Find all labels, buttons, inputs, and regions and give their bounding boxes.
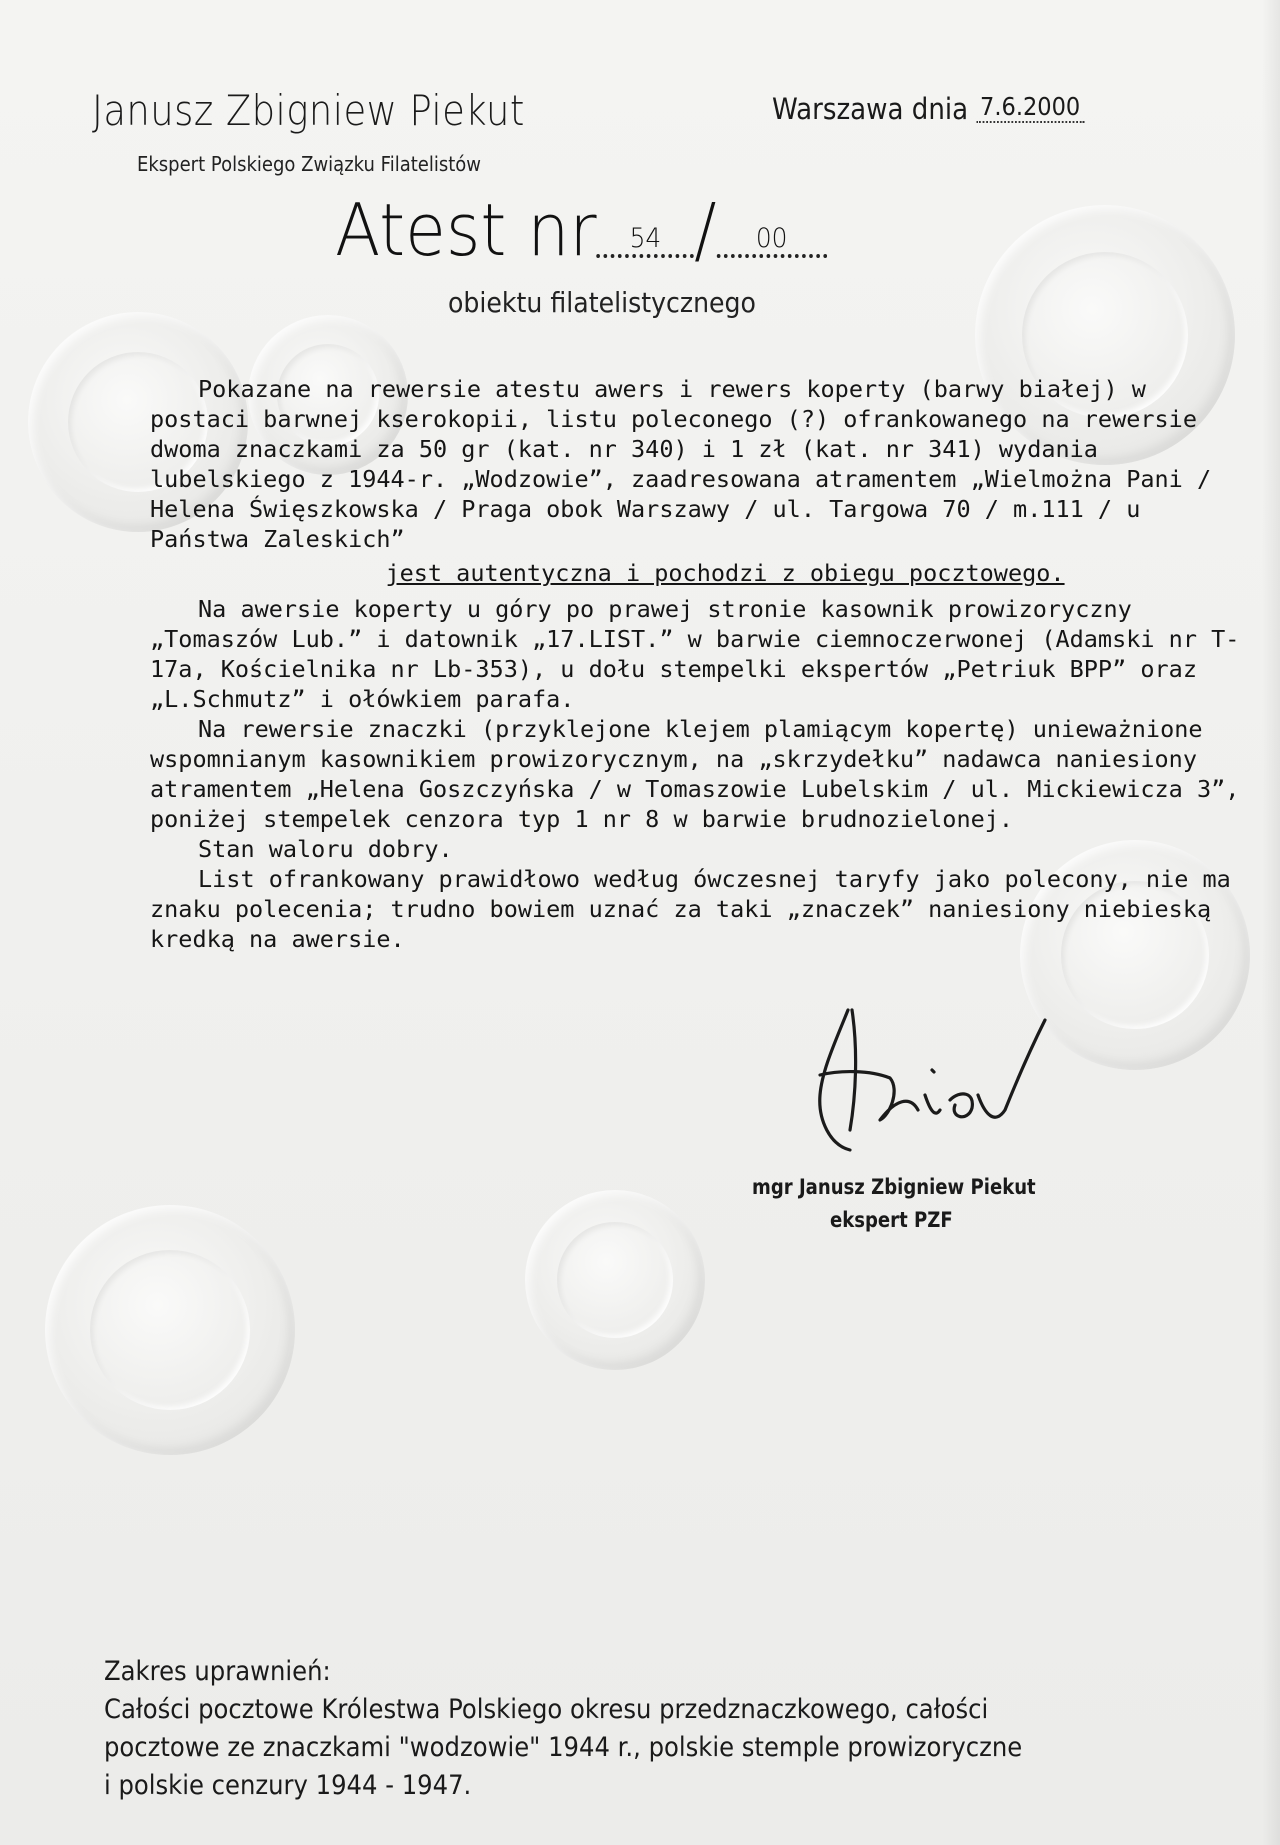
body-paragraph-back: Na rewersie znaczki (przyklejone klejem plamiącym kopertę) unieważnione wspomnianym kasownikiem prowizorycznym, na „skrzydełku” nadawca naniesiony atramentem „Helena Goszczyńska / w Tomaszowie Lubelskim / ul. Mickiewicza 3”, poniżej stempelek cenzora typ 1 nr 8 w barwie brudnozielonej.: [150, 715, 1240, 833]
scope-line-1: Całości pocztowe Królestwa Polskiego okresu przedznaczkowego, całości: [104, 1694, 989, 1725]
body-paragraph-front: Na awersie koperty u góry po prawej stronie kasownik prowizoryczny „Tomaszów Lub.” i datownik „17.LIST.” w barwie ciemnoczerwonej (Adamski nr T-17a, Kościelnika nr Lb-353), u dołu stempelki ekspertów „Petriuk BPP” oraz „L.Schmutz” i ołówkiem parafa.: [150, 595, 1240, 713]
authorization-scope: [104, 1653, 1094, 1805]
body-paragraph-condition: Stan waloru dobry.: [198, 835, 453, 863]
certificate-number: 54: [597, 223, 695, 258]
signature-role: ekspert PZF: [830, 1208, 953, 1232]
certificate-year: 00: [716, 223, 826, 258]
handwritten-signature: [800, 1000, 1050, 1160]
certificate-title-text: Atest nr: [335, 188, 597, 272]
body-verdict: jest autentyczna i pochodzi z obiegu pocztowego.: [385, 559, 1065, 587]
letterhead-name: Janusz Zbigniew Piekut: [92, 86, 525, 135]
letterhead-subtitle: Ekspert Polskiego Związku Filatelistów: [137, 152, 482, 176]
embossed-seal-mid-bottom: [525, 1190, 705, 1370]
certificate-subtitle: obiektu filatelistycznego: [448, 286, 756, 319]
date-value: 7.6.2000: [976, 92, 1083, 123]
scope-heading: Zakres uprawnień:: [104, 1656, 331, 1687]
body-paragraph-description: Pokazane na rewersie atestu awers i rewers koperty (barwy białej) w postaci barwnej kserokopii, listu poleconego (?) ofrankowanego na rewersie dwoma znaczkami za 50 gr (kat. nr 340) i 1 zł (kat. nr 341) wydania lubelskiego z 1944-r. „Wodzowie”, zaadresowana atramentem „Wielmożna Pani / Helena Święszkowska / Praga obok Warszawy / ul. Targowa 70 / m.111 / u Państwa Zaleskich”: [150, 375, 1212, 553]
certificate-title: Atest nr 54 / 00: [335, 188, 827, 272]
scope-line-3: i polskie cenzury 1944 - 1947.: [104, 1770, 472, 1801]
issue-date: [772, 92, 1084, 126]
certificate-body: [150, 374, 1240, 954]
date-label: Warszawa dnia: [772, 92, 969, 126]
scope-line-2: pocztowe ze znaczkami "wodzowie" 1944 r., polskie stemple prowizoryczne: [104, 1732, 1023, 1763]
body-paragraph-postage: List ofrankowany prawidłowo według ówczesnej taryfy jako polecony, nie ma znaku polecenia; trudno bowiem uznać za taki „znaczek” naniesiony niebieską kredką na awersie.: [150, 865, 1231, 953]
embossed-seal-left-bottom: [45, 1205, 295, 1455]
signature-name: mgr Janusz Zbigniew Piekut: [752, 1175, 1036, 1199]
